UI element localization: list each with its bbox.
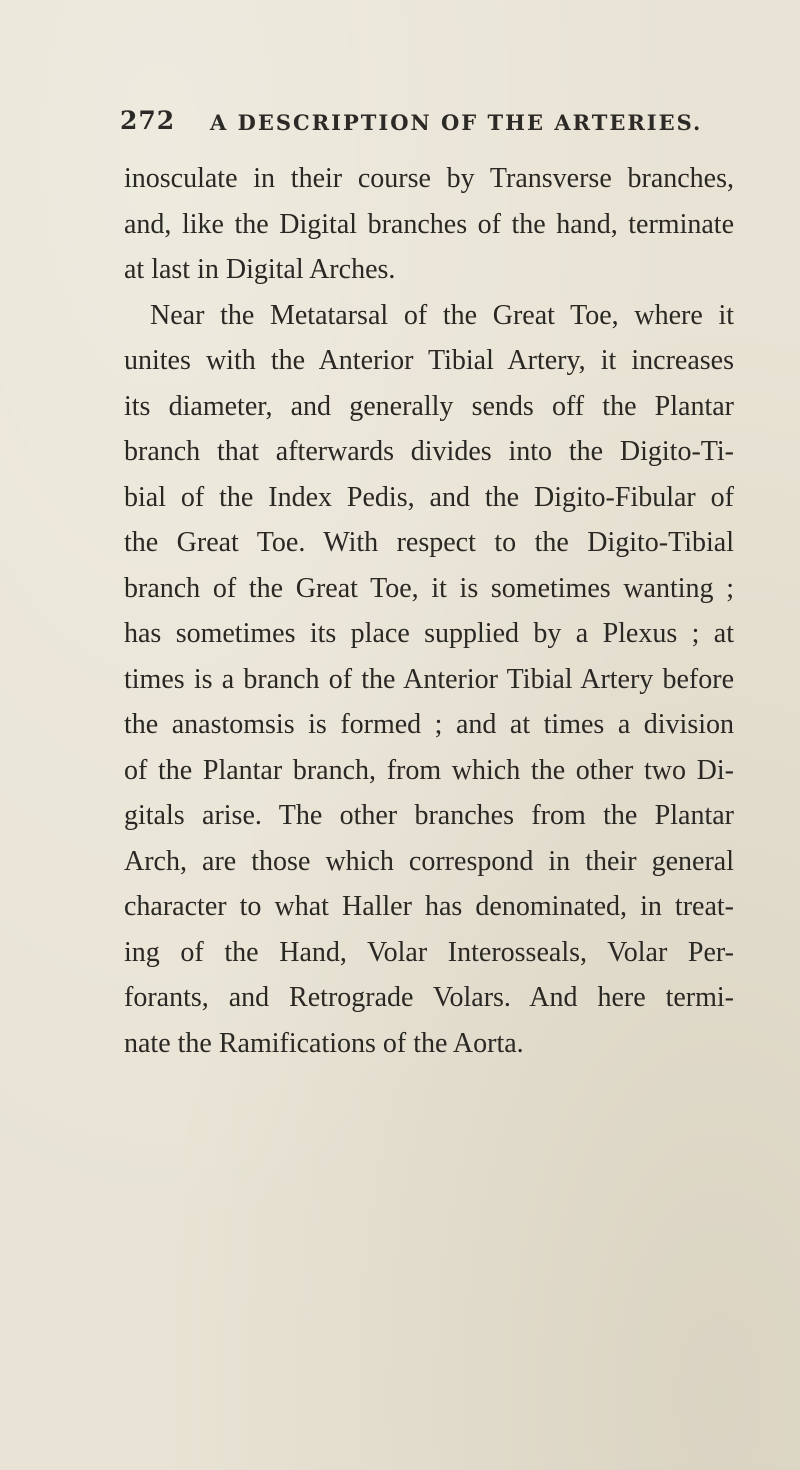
text-line: of the Plantar branch, from which the other two Di- [124,754,734,786]
text-line: Arch, are those which correspond in their general [124,845,734,877]
text-line: the anastomsis is formed ; and at times a division [124,709,734,740]
text-line: times is a branch of the Anterior Tibial Artery before [124,663,734,695]
text-line: the Great Toe. With respect to the Digito-Tibial [124,527,734,558]
text-line: inosculate in their course by Transverse branches, [124,163,734,194]
text-line: Near the Metatarsal of the Great Toe, where it [150,299,734,331]
text-line: unites with the Anterior Tibial Artery, it increases [124,345,734,376]
text-line: character to what Haller has denominated, in treat- [124,891,734,922]
text-line: nate the Ramifications of the Aorta. [124,1027,524,1059]
text-line: forants, and Retrograde Volars. And here termi- [124,982,734,1013]
page-header [120,106,740,146]
text-line: at last in Digital Arches. [124,254,396,285]
text-line: its diameter, and generally sends off the Plantar [124,390,734,422]
text-line: ing of the Hand, Volar Interosseals, Volar Per- [124,936,734,968]
text-line: branch of the Great Toe, it is sometimes wanting ; [124,572,734,604]
text-line: branch that afterwards divides into the Digito-Ti- [124,436,734,467]
text-line: has sometimes its place supplied by a Plexus ; at [124,618,734,649]
text-line: bial of the Index Pedis, and the Digito-Fibular of [124,481,734,513]
text-line: and, like the Digital branches of the hand, terminate [124,208,734,240]
page-number: 272 [120,106,176,135]
body-text [124,156,734,1066]
running-head: A DESCRIPTION OF THE ARTERIES. [210,110,703,135]
text-line: gitals arise. The other branches from the Plantar [124,800,734,831]
